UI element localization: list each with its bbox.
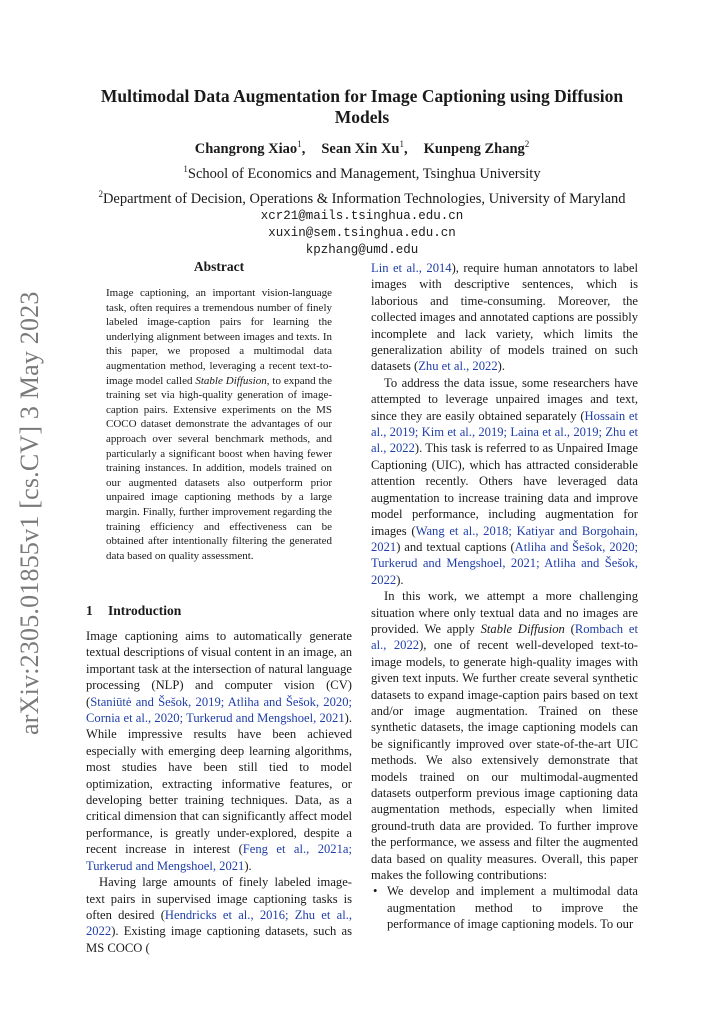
author-list: Changrong Xiao$^1$, Sean Xin Xu$^1$, Kunpeng Zhang$^2$ — [194, 139, 530, 157]
right-column — [371, 260, 638, 933]
section-heading: 1 Introduction — [86, 603, 182, 618]
citation-link[interactable]: Atliha and Šešok, 2020; Turkerud and Mengshoel, 2021; Atliha and Šešok, 2022 — [371, 539, 639, 587]
citation-link[interactable]: Lin et al., 2014 — [371, 261, 452, 275]
paragraph: To address the data issue, some researchers have attempted to leverage unpaired images and text, since they are easily obtained separately (Hossain et al., 2019; Kim et al., 2019; Laina et al., 2019; Zhu et al., 2022). This task is referred to as Unpaired Image Captioning (UIC), which has attracted considerable attention recently. Others have leveraged data augmentation to increase training data and improve model performance, including augmentation for images (Wang et al., 2018; Katiyar and Borgohain, 2021) and textual captions (Atliha and Šešok, 2020; Turkerud and Mengshoel, 2021; Atliha and Šešok, 2022). — [371, 375, 639, 587]
paragraph: In this work, we attempt a more challenging situation where only textual data and no images are provided. We apply Stable Diffusion (Rombach et al., 2022), one of recent well-developed text-to-image models, to generate high-quality images with given text inputs. We further create several synthetic datasets to expand image-caption pairs based on text and/or image augmentation. Trained on these synthetic datasets, the image captioning models can be significantly improved over state-of-the-art UIC methods. We also extensively demonstrate that models trained on our multimodal-augmented datasets outperform previous image captioning data augmentation methods, especially when limited ground-truth data are provided. To further improve the performance, we assess and filter the augmented data based on quality measures. Overall, this paper makes the following contributions: — [371, 589, 638, 883]
author-email: xuxin@sem.tsinghua.edu.cn — [268, 226, 456, 241]
affiliation-1: $^1$School of Economics and Management, Tsinghua University — [183, 163, 541, 182]
author-affiliation-mark: 2 — [524, 139, 530, 149]
abstract-text: Image captioning, an important vision-language task, often requires a tremendous number of finely labeled image-caption pairs for learning the underlying alignment between images and texts. In this paper, we proposed a multimodal data augmentation method, leveraging a recent text-to-image model called Stable Diffusion, to expand the training set via high-quality generation of image-caption pairs. Extensive experiments on the MS COCO dataset demonstrate the advantages of our approach over several benchmark methods, and particularly a significant boost when having fewer training instances. In addition, models trained on our augmented datasets also outperform prior unpaired image captioning methods by a large margin. Finally, further improvement regarding the training efficiency and effectiveness can be obtained after intentionally filtering the generated data based on quality assessment. — [106, 287, 332, 562]
list-item: • We develop and implement a multimodal data augmentation method to improve the performance of image captioning models. To our — [373, 884, 638, 932]
author-block — [86, 134, 638, 259]
citation-link[interactable]: Rombach et al., 2022 — [371, 621, 638, 653]
paper-title: Multimodal Data Augmentation for Image Captioning using Diffusion Models — [100, 86, 624, 127]
citation-link[interactable]: Hendricks et al., 2016; Zhu et al., 2022 — [86, 907, 352, 939]
author-email: kpzhang@umd.edu — [305, 243, 419, 258]
citation-link[interactable]: Feng et al., 2021a; Turkerud and Mengshoel, 2021 — [86, 842, 352, 873]
intro-left-column — [86, 628, 352, 956]
affiliation-2: $^2$Department of Decision, Operations & Information Technologies, University of Maryland — [98, 188, 626, 207]
paragraph: Image captioning aims to automatically generate textual descriptions of visual content in an image, an important task at the intersection of natural language processing (NLP) and computer vision (CV) (Staniūtė and Šešok, 2019; Atliha and Šešok, 2020; Cornia et al., 2020; Turkerud and Mengshoel, 2021). While impressive results have been achieved especially with emerging deep learning algorithms, most studies have been still tied to model optimization, extracting informative features, or developing better training techniques. Data, as a critical dimension that can significantly affect model performance, is greatly under-explored, despite a recent increase in interest (Feng et al., 2021a; Turkerud and Mengshoel, 2021). — [86, 629, 352, 873]
paragraph: Having large amounts of finely labeled image-text pairs in supervised image captioning tasks is often desired (Hendricks et al., 2016; Zhu et al., 2022). Existing image captioning datasets, such as MS COCO ( — [86, 875, 352, 955]
citation-link[interactable]: Hossain et al., 2019; Kim et al., 2019; Laina et al., 2019; Zhu et al., 2022 — [371, 408, 638, 456]
author-affiliation-mark: 1 — [297, 139, 302, 149]
bullet-icon: • — [373, 884, 378, 899]
abstract-heading: Abstract — [193, 259, 245, 274]
author-name: Kunpeng Zhang — [423, 140, 525, 157]
citation-link[interactable]: Staniūtė and Šešok, 2019; Atliha and Šešok, 2020; Cornia et al., 2020; Turkerud and Mengshoel, 2021 — [86, 694, 352, 726]
contribution-list — [371, 883, 638, 932]
author-email: xcr21@mails.tsinghua.edu.cn — [260, 209, 464, 224]
citation-link[interactable]: Zhu et al., 2022 — [418, 359, 498, 374]
paragraph-continued: Lin et al., 2014), require human annotators to label images with descriptive sentences, which is laborious and time-consuming. Moreover, the collected images and annotated captions are possibly incomplete and lack variety, which limits the generalization ability of models trained on such datasets (Zhu et al., 2022). — [371, 261, 638, 374]
arxiv-stamp: arXiv:2305.01855v1 [cs.CV] 3 May 2023 — [15, 291, 44, 735]
author-affiliation-mark: 1 — [399, 139, 404, 149]
author-name: Sean Xin Xu — [321, 140, 400, 157]
citation-link[interactable]: Wang et al., 2018; Katiyar and Borgohain, 2021 — [371, 523, 638, 554]
author-name: Changrong Xiao — [194, 140, 298, 157]
